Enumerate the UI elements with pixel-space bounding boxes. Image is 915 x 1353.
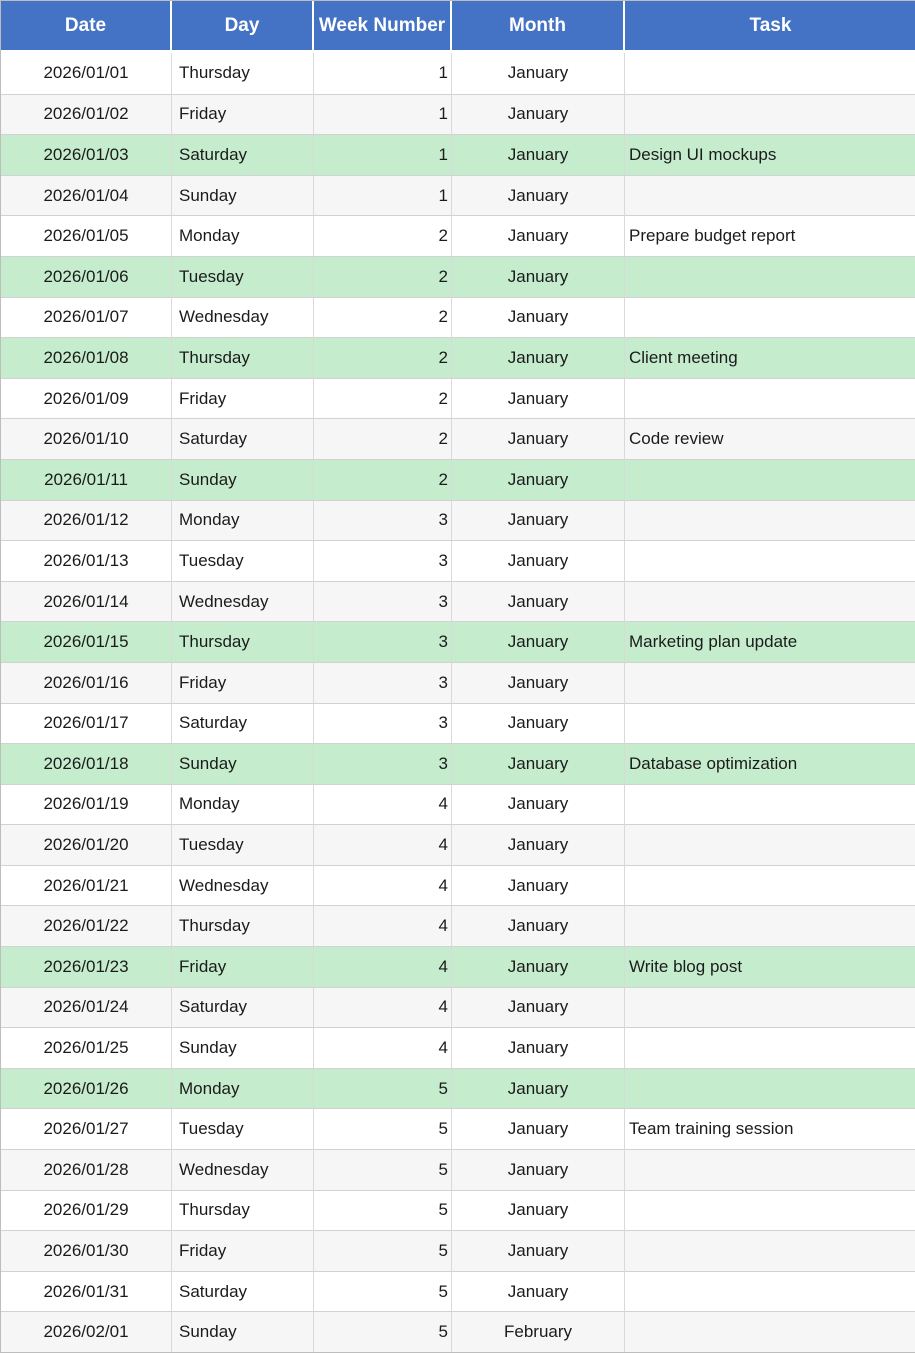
cell-day: Sunday: [172, 175, 314, 216]
cell-week: 4: [314, 905, 452, 946]
cell-month: January: [452, 581, 625, 622]
table-row: [1, 784, 915, 825]
column-header-task: Task: [625, 1, 915, 53]
cell-month: January: [452, 1149, 625, 1190]
table-row: [1, 621, 915, 662]
cell-day: Monday: [172, 784, 314, 825]
cell-month: January: [452, 662, 625, 703]
cell-date: 2026/01/12: [1, 500, 172, 541]
cell-date: 2026/01/30: [1, 1230, 172, 1271]
cell-date: 2026/01/10: [1, 418, 172, 459]
table-row: [1, 459, 915, 500]
cell-month: January: [452, 500, 625, 541]
cell-date: 2026/01/18: [1, 743, 172, 784]
cell-month: January: [452, 621, 625, 662]
cell-day: Saturday: [172, 703, 314, 744]
table-row: [1, 1149, 915, 1190]
table-row: [1, 1311, 915, 1352]
cell-month: January: [452, 1230, 625, 1271]
cell-month: January: [452, 134, 625, 175]
cell-day: Wednesday: [172, 865, 314, 906]
cell-month: January: [452, 1027, 625, 1068]
cell-task: [625, 662, 915, 703]
cell-month: January: [452, 175, 625, 216]
cell-month: January: [452, 743, 625, 784]
cell-date: 2026/01/25: [1, 1027, 172, 1068]
cell-date: 2026/01/15: [1, 621, 172, 662]
table-row: [1, 540, 915, 581]
cell-week: 5: [314, 1149, 452, 1190]
cell-task: [625, 53, 915, 94]
cell-day: Tuesday: [172, 540, 314, 581]
column-header-month: Month: [452, 1, 625, 53]
table-row: [1, 1027, 915, 1068]
table-row: [1, 865, 915, 906]
cell-month: January: [452, 94, 625, 135]
cell-week: 4: [314, 784, 452, 825]
cell-day: Friday: [172, 1230, 314, 1271]
cell-date: 2026/01/05: [1, 215, 172, 256]
cell-month: January: [452, 784, 625, 825]
cell-day: Sunday: [172, 459, 314, 500]
cell-date: 2026/01/17: [1, 703, 172, 744]
cell-task: [625, 1068, 915, 1109]
cell-date: 2026/02/01: [1, 1311, 172, 1352]
cell-week: 4: [314, 946, 452, 987]
table-row: [1, 256, 915, 297]
cell-week: 1: [314, 94, 452, 135]
cell-month: January: [452, 418, 625, 459]
cell-month: January: [452, 1271, 625, 1312]
cell-date: 2026/01/29: [1, 1190, 172, 1231]
cell-task: Write blog post: [625, 946, 915, 987]
cell-day: Saturday: [172, 1271, 314, 1312]
table-row: [1, 215, 915, 256]
cell-day: Friday: [172, 378, 314, 419]
cell-month: January: [452, 1108, 625, 1149]
column-header-day: Day: [172, 1, 314, 53]
cell-week: 2: [314, 215, 452, 256]
cell-task: Marketing plan update: [625, 621, 915, 662]
table-row: [1, 500, 915, 541]
cell-task: [625, 987, 915, 1028]
cell-date: 2026/01/23: [1, 946, 172, 987]
cell-day: Friday: [172, 662, 314, 703]
cell-task: [625, 905, 915, 946]
cell-task: Team training session: [625, 1108, 915, 1149]
cell-day: Monday: [172, 1068, 314, 1109]
cell-week: 4: [314, 865, 452, 906]
cell-day: Wednesday: [172, 581, 314, 622]
cell-day: Saturday: [172, 987, 314, 1028]
cell-week: 5: [314, 1068, 452, 1109]
cell-task: [625, 297, 915, 338]
cell-day: Thursday: [172, 621, 314, 662]
cell-date: 2026/01/06: [1, 256, 172, 297]
table-row: [1, 581, 915, 622]
cell-week: 4: [314, 824, 452, 865]
table-row: [1, 1068, 915, 1109]
table-row: [1, 134, 915, 175]
cell-day: Thursday: [172, 53, 314, 94]
cell-month: January: [452, 905, 625, 946]
cell-task: [625, 459, 915, 500]
cell-month: February: [452, 1311, 625, 1352]
cell-month: January: [452, 1190, 625, 1231]
cell-date: 2026/01/11: [1, 459, 172, 500]
cell-date: 2026/01/24: [1, 987, 172, 1028]
table-row: [1, 378, 915, 419]
cell-week: 3: [314, 500, 452, 541]
cell-day: Tuesday: [172, 824, 314, 865]
cell-month: January: [452, 459, 625, 500]
cell-task: Prepare budget report: [625, 215, 915, 256]
cell-task: Database optimization: [625, 743, 915, 784]
cell-week: 2: [314, 378, 452, 419]
cell-date: 2026/01/02: [1, 94, 172, 135]
cell-task: [625, 256, 915, 297]
cell-week: 1: [314, 53, 452, 94]
cell-task: [625, 784, 915, 825]
table-body: [1, 53, 915, 1352]
cell-task: Code review: [625, 418, 915, 459]
table-row: [1, 175, 915, 216]
cell-month: January: [452, 703, 625, 744]
cell-week: 5: [314, 1230, 452, 1271]
cell-week: 5: [314, 1108, 452, 1149]
cell-date: 2026/01/20: [1, 824, 172, 865]
cell-month: January: [452, 53, 625, 94]
cell-task: [625, 378, 915, 419]
cell-task: [625, 94, 915, 135]
cell-date: 2026/01/26: [1, 1068, 172, 1109]
cell-month: January: [452, 987, 625, 1028]
table-row: [1, 703, 915, 744]
cell-task: [625, 1230, 915, 1271]
cell-week: 2: [314, 297, 452, 338]
cell-task: [625, 1271, 915, 1312]
cell-week: 3: [314, 662, 452, 703]
cell-week: 5: [314, 1311, 452, 1352]
table-row: [1, 905, 915, 946]
cell-month: January: [452, 297, 625, 338]
cell-date: 2026/01/03: [1, 134, 172, 175]
cell-week: 1: [314, 134, 452, 175]
cell-month: January: [452, 540, 625, 581]
cell-month: January: [452, 215, 625, 256]
cell-week: 2: [314, 459, 452, 500]
cell-task: Client meeting: [625, 337, 915, 378]
cell-week: 5: [314, 1190, 452, 1231]
cell-date: 2026/01/19: [1, 784, 172, 825]
cell-day: Wednesday: [172, 297, 314, 338]
table-row: [1, 297, 915, 338]
table-row: [1, 743, 915, 784]
cell-task: [625, 581, 915, 622]
table-row: [1, 337, 915, 378]
cell-date: 2026/01/07: [1, 297, 172, 338]
cell-date: 2026/01/27: [1, 1108, 172, 1149]
cell-task: [625, 1190, 915, 1231]
cell-date: 2026/01/22: [1, 905, 172, 946]
column-header-week-number: Week Number: [314, 1, 452, 53]
table-row: [1, 94, 915, 135]
table-row: [1, 418, 915, 459]
cell-month: January: [452, 337, 625, 378]
cell-day: Sunday: [172, 1027, 314, 1068]
cell-task: [625, 500, 915, 541]
cell-task: [625, 1027, 915, 1068]
cell-week: 2: [314, 256, 452, 297]
cell-day: Thursday: [172, 905, 314, 946]
cell-day: Saturday: [172, 134, 314, 175]
cell-week: 1: [314, 175, 452, 216]
table-header: [1, 1, 915, 53]
cell-date: 2026/01/21: [1, 865, 172, 906]
cell-month: January: [452, 378, 625, 419]
cell-day: Friday: [172, 94, 314, 135]
cell-task: [625, 540, 915, 581]
cell-week: 3: [314, 703, 452, 744]
cell-day: Tuesday: [172, 1108, 314, 1149]
cell-date: 2026/01/28: [1, 1149, 172, 1190]
cell-day: Thursday: [172, 337, 314, 378]
cell-month: January: [452, 946, 625, 987]
cell-day: Sunday: [172, 743, 314, 784]
cell-week: 3: [314, 540, 452, 581]
table-row: [1, 824, 915, 865]
cell-task: [625, 824, 915, 865]
cell-week: 2: [314, 418, 452, 459]
cell-task: Design UI mockups: [625, 134, 915, 175]
cell-task: [625, 1311, 915, 1352]
cell-day: Saturday: [172, 418, 314, 459]
cell-month: January: [452, 256, 625, 297]
cell-week: 3: [314, 743, 452, 784]
cell-date: 2026/01/16: [1, 662, 172, 703]
cell-day: Friday: [172, 946, 314, 987]
cell-month: January: [452, 824, 625, 865]
cell-day: Monday: [172, 215, 314, 256]
cell-task: [625, 865, 915, 906]
cell-week: 3: [314, 621, 452, 662]
cell-week: 3: [314, 581, 452, 622]
table-row: [1, 1271, 915, 1312]
header-row: [1, 1, 915, 53]
cell-day: Thursday: [172, 1190, 314, 1231]
cell-date: 2026/01/09: [1, 378, 172, 419]
cell-date: 2026/01/08: [1, 337, 172, 378]
cell-task: [625, 703, 915, 744]
table-row: [1, 1190, 915, 1231]
cell-task: [625, 175, 915, 216]
cell-task: [625, 1149, 915, 1190]
cell-date: 2026/01/14: [1, 581, 172, 622]
table-row: [1, 1230, 915, 1271]
cell-month: January: [452, 865, 625, 906]
cell-day: Tuesday: [172, 256, 314, 297]
cell-day: Monday: [172, 500, 314, 541]
cell-day: Sunday: [172, 1311, 314, 1352]
column-header-date: Date: [1, 1, 172, 53]
cell-date: 2026/01/31: [1, 1271, 172, 1312]
table-row: [1, 662, 915, 703]
cell-date: 2026/01/04: [1, 175, 172, 216]
cell-week: 4: [314, 1027, 452, 1068]
cell-date: 2026/01/13: [1, 540, 172, 581]
table-row: [1, 1108, 915, 1149]
cell-week: 2: [314, 337, 452, 378]
cell-date: 2026/01/01: [1, 53, 172, 94]
table-row: [1, 946, 915, 987]
cell-month: January: [452, 1068, 625, 1109]
table-row: [1, 53, 915, 94]
cell-week: 5: [314, 1271, 452, 1312]
cell-day: Wednesday: [172, 1149, 314, 1190]
cell-week: 4: [314, 987, 452, 1028]
table-row: [1, 987, 915, 1028]
